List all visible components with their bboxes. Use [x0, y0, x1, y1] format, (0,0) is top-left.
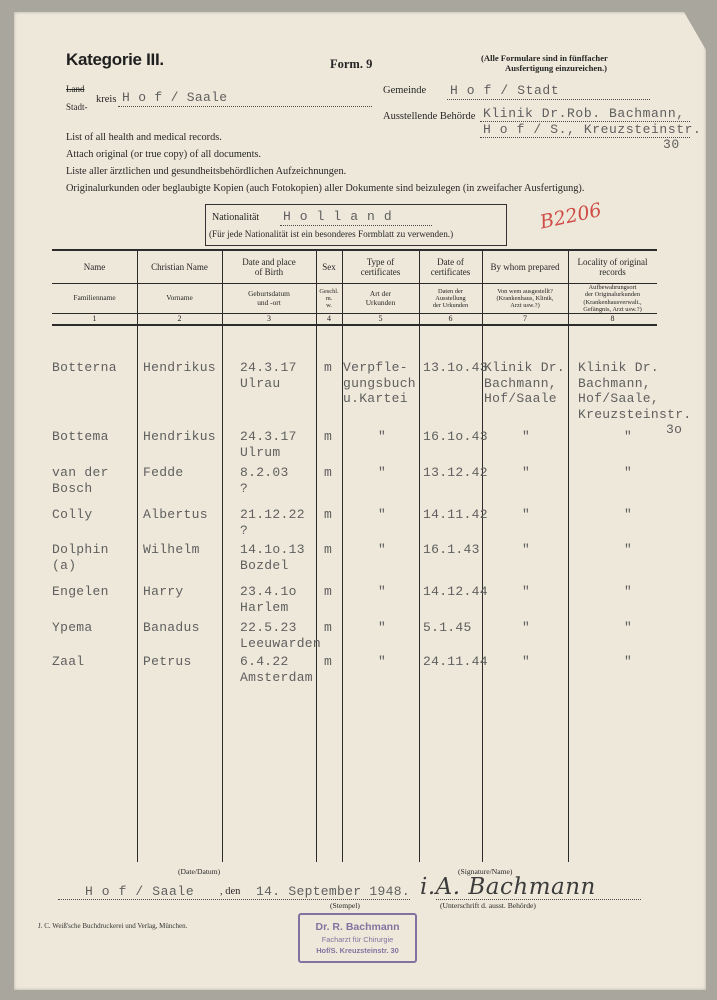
column-header-line: certificates: [430, 267, 471, 277]
column-header-de: [419, 284, 482, 313]
column-header-line: By whom prepared: [490, 262, 560, 272]
column-header-de: [137, 284, 222, 313]
cell-line: Kreuzsteinstr.: [578, 406, 692, 422]
handwritten-signature: i.A. Bachmann: [420, 874, 596, 900]
district-value: H o f / Saale: [122, 90, 228, 105]
cell-line: (a): [52, 557, 77, 573]
cell-line: van der: [52, 465, 109, 480]
column-number: 1: [92, 313, 97, 323]
cell-line: 23.4.1o: [240, 584, 297, 599]
cell-line: 22.5.23: [240, 620, 297, 635]
printer-imprint: J. C. Weiß'sche Buchdruckerei und Verlag, München.: [38, 922, 188, 930]
column-divider: [316, 249, 317, 862]
column-divider: [137, 249, 138, 862]
cell-certificate-type: [378, 584, 386, 600]
cell-line: ?: [240, 522, 249, 538]
authority-label: Ausstellende Behörde: [383, 111, 476, 122]
column-header-line: Daten der: [437, 287, 464, 295]
cell-certificate-date: [423, 465, 488, 481]
cell-line: Hof/Saale,: [578, 391, 660, 406]
cell-birth: [240, 429, 297, 460]
cell-line: ": [378, 620, 387, 635]
cell-line: m: [324, 654, 333, 669]
cell-line: 16.1o.43: [423, 429, 488, 444]
cell-birth: [240, 584, 297, 615]
cell-line: Harlem: [240, 599, 289, 615]
cell-line: Petrus: [143, 654, 192, 669]
cell-line: Ypema: [52, 620, 93, 635]
column-header-de: [52, 284, 137, 313]
cell-record-location: [624, 465, 632, 481]
column-header-line: Geschl.: [319, 287, 339, 295]
cell-sex: [324, 584, 332, 600]
column-header-line: Vorname: [166, 293, 193, 303]
column-header-line: Familienname: [73, 293, 116, 303]
cell-line: Albertus: [143, 507, 208, 522]
stamp-line-3: Hof/S. Kreuzsteinstr. 30: [316, 946, 399, 955]
column-header-en: [568, 251, 657, 283]
column-header-de: [222, 284, 316, 313]
cell-first-name: [143, 584, 184, 600]
cell-first-name: [143, 429, 216, 445]
cell-line: 3o: [666, 422, 683, 437]
cell-line: ": [522, 465, 531, 480]
cell-certificate-date: [423, 542, 480, 558]
cell-line: m: [324, 507, 333, 522]
column-header-de: [316, 284, 342, 313]
column-header-line: Arzt usw.?): [510, 302, 540, 310]
cell-sex: [324, 465, 332, 481]
date-value: 14. September 1948.: [256, 884, 410, 899]
instruction-line-2: Attach original (or true copy) of all documents.: [66, 149, 262, 160]
cell-line: Colly: [52, 507, 93, 522]
date-label: (Date/Datum): [178, 867, 221, 876]
cell-certificate-date: [423, 507, 488, 523]
cell-line: u.Kartei: [343, 391, 408, 406]
stamp-label: (Stempel): [330, 901, 360, 910]
cell-line: ": [624, 620, 633, 635]
cell-line: 5.1.45: [423, 620, 472, 635]
column-header-line: (Krankenhaus, Klinik,: [496, 294, 554, 302]
cell-birth: [240, 620, 321, 651]
cell-sex: [324, 620, 332, 636]
column-header-line: Von wem ausgestellt?: [497, 287, 553, 295]
column-header-line: m.: [325, 294, 333, 302]
cell-line: ": [378, 584, 387, 599]
cell-record-location: [624, 429, 632, 445]
cell-birth: [240, 465, 289, 496]
cell-line: Ulrau: [240, 375, 281, 391]
cell-line: 13.12.42: [423, 465, 488, 480]
cell-record-location: [624, 542, 632, 558]
cell-record-location: [624, 620, 632, 636]
cell-line: Zaal: [52, 654, 85, 669]
cell-prepared-by: [522, 507, 530, 523]
column-header-line: Date and place: [242, 257, 296, 267]
cell-certificate-type: [343, 360, 416, 407]
category-title: Kategorie III.: [66, 50, 164, 69]
cell-certificate-date: [423, 360, 488, 376]
cell-line: ": [624, 429, 633, 444]
cell-line: 14.11.42: [423, 507, 488, 522]
column-divider: [419, 249, 420, 862]
cell-record-location: [578, 360, 691, 438]
cell-line: ": [624, 465, 633, 480]
cell-sex: [324, 507, 332, 523]
column-header-line: (Krankenhausverwalt.,: [583, 298, 642, 306]
cell-line: m: [324, 360, 333, 375]
column-header-line: certificates: [360, 267, 401, 277]
cell-sex: [324, 429, 332, 445]
cell-line: 13.1o.43: [423, 360, 488, 375]
cell-line: Hof/Saale: [484, 391, 557, 406]
place-value: H o f / Saale: [85, 884, 195, 899]
cell-prepared-by: [522, 620, 530, 636]
cell-certificate-type: [378, 620, 386, 636]
cell-line: Bozdel: [240, 557, 289, 573]
cell-line: Engelen: [52, 584, 109, 599]
cell-sex: [324, 360, 332, 376]
cell-line: m: [324, 429, 333, 444]
cell-line: Klinik Dr.: [484, 360, 566, 375]
cell-certificate-date: [423, 584, 488, 600]
cell-line: ": [624, 584, 633, 599]
column-divider: [342, 249, 343, 862]
cell-name: [52, 465, 109, 496]
cell-first-name: [143, 542, 200, 558]
column-header-line: der Originalurkunden: [584, 291, 641, 299]
column-number: 6: [448, 313, 453, 323]
cell-line: ": [378, 542, 387, 557]
cell-line: m: [324, 542, 333, 557]
column-header-en: [482, 251, 568, 283]
signature-label: (Signature/Name): [458, 867, 513, 876]
cell-line: ": [378, 654, 387, 669]
authority-underline-1: [480, 121, 690, 122]
column-header-line: w.: [326, 302, 332, 310]
column-number: 8: [610, 313, 615, 323]
cell-name: [52, 654, 84, 670]
den-label: , den: [220, 886, 241, 897]
cell-prepared-by: [484, 360, 565, 407]
cell-line: m: [324, 620, 333, 635]
cell-certificate-type: [378, 507, 386, 523]
cell-line: 24.3.17: [240, 429, 297, 444]
cell-certificate-type: [378, 465, 386, 481]
column-header-line: der Urkunden: [432, 302, 469, 310]
municipality-underline: [447, 99, 650, 100]
column-header-en: [316, 251, 342, 283]
column-header-en: [222, 251, 316, 283]
authority-line-1: Klinik Dr.Rob. Bachmann,: [483, 106, 685, 121]
cell-line: Harry: [143, 584, 184, 599]
column-header-line: Geburtsdatum: [248, 289, 290, 299]
cell-line: ": [624, 542, 633, 557]
cell-line: m: [324, 584, 333, 599]
cell-first-name: [143, 360, 216, 376]
cell-line: Ulrum: [240, 444, 281, 460]
column-header-line: Christian Name: [151, 262, 208, 272]
column-header-line: Gefängnis, Arzt usw.?): [583, 305, 642, 313]
cell-prepared-by: [522, 429, 530, 445]
column-number: 3: [267, 313, 271, 323]
submission-note-line-2: Ausfertigung einzureichen.): [505, 63, 608, 73]
cell-line: ?: [240, 480, 249, 496]
cell-line: Botterna: [52, 360, 117, 375]
cell-line: Bachmann,: [578, 375, 651, 391]
folded-corner: [684, 12, 706, 50]
cell-line: Bosch: [52, 480, 93, 496]
cell-name: [52, 360, 117, 376]
column-number: 7: [523, 313, 527, 323]
cell-line: ": [522, 654, 531, 669]
nationality-underline: [280, 225, 432, 226]
column-divider: [568, 249, 569, 862]
date-underline: [58, 899, 410, 900]
stamp-line-2: Facharzt für Chirurgie: [321, 935, 394, 944]
submission-note-line-1: (Alle Formulare sind in fünffacher: [481, 53, 608, 63]
column-header-line: Name: [83, 262, 106, 272]
municipality-value: H o f / Stadt: [450, 83, 560, 98]
authority-line-3: 30: [663, 137, 680, 152]
cell-line: 24.3.17: [240, 360, 297, 375]
column-header-de: [482, 284, 568, 313]
authority-underline-2: [480, 137, 690, 138]
cell-name: [52, 507, 93, 523]
cell-prepared-by: [522, 542, 530, 558]
cell-prepared-by: [522, 584, 530, 600]
cell-first-name: [143, 507, 208, 523]
cell-line: ": [522, 620, 531, 635]
cell-line: ": [522, 507, 531, 522]
column-header-line: Sex: [322, 262, 336, 272]
cell-line: m: [324, 465, 333, 480]
cell-line: ": [522, 429, 531, 444]
column-header-line: Art der: [369, 289, 392, 299]
cell-line: ": [624, 654, 633, 669]
cell-line: 21.12.22: [240, 507, 305, 522]
column-divider: [222, 249, 223, 862]
cell-line: 24.11.44: [423, 654, 488, 669]
column-number: 4: [327, 313, 331, 323]
form-number: Form. 9: [330, 57, 373, 71]
cell-line: Leeuwarden: [240, 635, 322, 651]
cell-line: Bottema: [52, 429, 109, 444]
cell-line: gungsbuch: [343, 375, 416, 391]
cell-name: [52, 584, 109, 600]
column-header-en: [52, 251, 137, 283]
cell-birth: [240, 360, 297, 391]
cell-line: ": [522, 542, 531, 557]
column-divider: [482, 249, 483, 862]
cell-first-name: [143, 465, 184, 481]
cell-line: Wilhelm: [143, 542, 200, 557]
cell-birth: [240, 507, 305, 538]
column-header-line: Locality of original: [577, 257, 648, 267]
cell-name: [52, 542, 109, 573]
column-header-en: [137, 251, 222, 283]
column-number: 2: [177, 313, 182, 323]
cell-birth: [240, 542, 305, 573]
cell-line: Amsterdam: [240, 669, 313, 685]
cell-line: Dolphin: [52, 542, 109, 557]
column-header-line: Type of: [366, 257, 395, 267]
cell-line: ": [624, 507, 633, 522]
column-header-line: of Birth: [254, 267, 284, 277]
cell-line: Hendrikus: [143, 429, 216, 444]
cell-first-name: [143, 620, 200, 636]
nationality-label: Nationalität: [212, 212, 260, 223]
cell-line: Verpfle-: [343, 360, 408, 375]
doctor-stamp: [298, 913, 417, 963]
municipality-label: Gemeinde: [383, 85, 427, 96]
cell-record-location: [624, 584, 632, 600]
cell-line: 14.1o.13: [240, 542, 305, 557]
column-header-line: Urkunden: [365, 297, 396, 307]
cell-first-name: [143, 654, 192, 670]
cell-line: Fedde: [143, 465, 184, 480]
cell-line: Bachmann,: [484, 375, 557, 391]
cell-prepared-by: [522, 654, 530, 670]
column-header-line: records: [599, 267, 626, 277]
handwritten-reference-number: B2206: [538, 199, 604, 234]
cell-record-location: [624, 654, 632, 670]
nationality-note: (Für jede Nationalität ist ein besonderes Formblatt zu verwenden.): [209, 229, 454, 239]
instruction-line-1: List of all health and medical records.: [66, 132, 222, 143]
stamp-line-1: Dr. R. Bachmann: [315, 921, 400, 933]
cell-sex: [324, 654, 332, 670]
column-number: 5: [378, 313, 383, 323]
authority-signature-label: (Unterschrift d. ausst. Behörde): [440, 901, 536, 910]
cell-certificate-date: [423, 620, 472, 636]
cell-line: 16.1.43: [423, 542, 480, 557]
cell-line: 6.4.22: [240, 654, 289, 669]
column-header-line: und -ort: [257, 297, 281, 307]
cell-line: ": [378, 429, 387, 444]
cell-line: Banadus: [143, 620, 200, 635]
cell-certificate-date: [423, 654, 488, 670]
cell-certificate-type: [378, 542, 386, 558]
column-header-line: Ausstellung: [435, 294, 466, 302]
cell-certificate-type: [378, 429, 386, 445]
instruction-line-4: Originalurkunden oder beglaubigte Kopien (auch Fotokopien) aller Dokumente sind beizulegen (in zweifacher Ausfertigung).: [66, 183, 585, 194]
column-header-en: [419, 251, 482, 283]
cell-record-location: [624, 507, 632, 523]
authority-line-2: H o f / S., Kreuzsteinstr.: [483, 122, 702, 137]
column-header-de: [568, 284, 657, 313]
cell-line: ": [522, 584, 531, 599]
district-label-stadt: Stadt-: [66, 102, 88, 112]
column-header-de: [342, 284, 419, 313]
column-header-line: Date of: [437, 257, 464, 267]
cell-certificate-date: [423, 429, 488, 445]
cell-line: 8.2.03: [240, 465, 289, 480]
column-header-en: [342, 251, 419, 283]
district-underline: [118, 106, 372, 107]
cell-line: ": [378, 465, 387, 480]
nationality-value: H o l l a n d: [283, 209, 393, 224]
cell-certificate-type: [378, 654, 386, 670]
cell-line: ": [378, 507, 387, 522]
instruction-line-3: Liste aller ärztlichen und gesundheitsbehördlichen Aufzeichnungen.: [66, 166, 347, 177]
cell-prepared-by: [522, 465, 530, 481]
table-header-rule-3: [52, 324, 657, 326]
cell-birth: [240, 654, 313, 685]
cell-line: Klinik Dr.: [578, 360, 660, 375]
cell-line: Hendrikus: [143, 360, 216, 375]
cell-sex: [324, 542, 332, 558]
district-label-kreis: kreis: [96, 94, 117, 105]
district-label-land: Land: [66, 84, 85, 94]
column-header-line: Aufbewahrungsort: [588, 284, 637, 292]
cell-line: 14.12.44: [423, 584, 488, 599]
cell-name: [52, 620, 93, 636]
cell-name: [52, 429, 109, 445]
